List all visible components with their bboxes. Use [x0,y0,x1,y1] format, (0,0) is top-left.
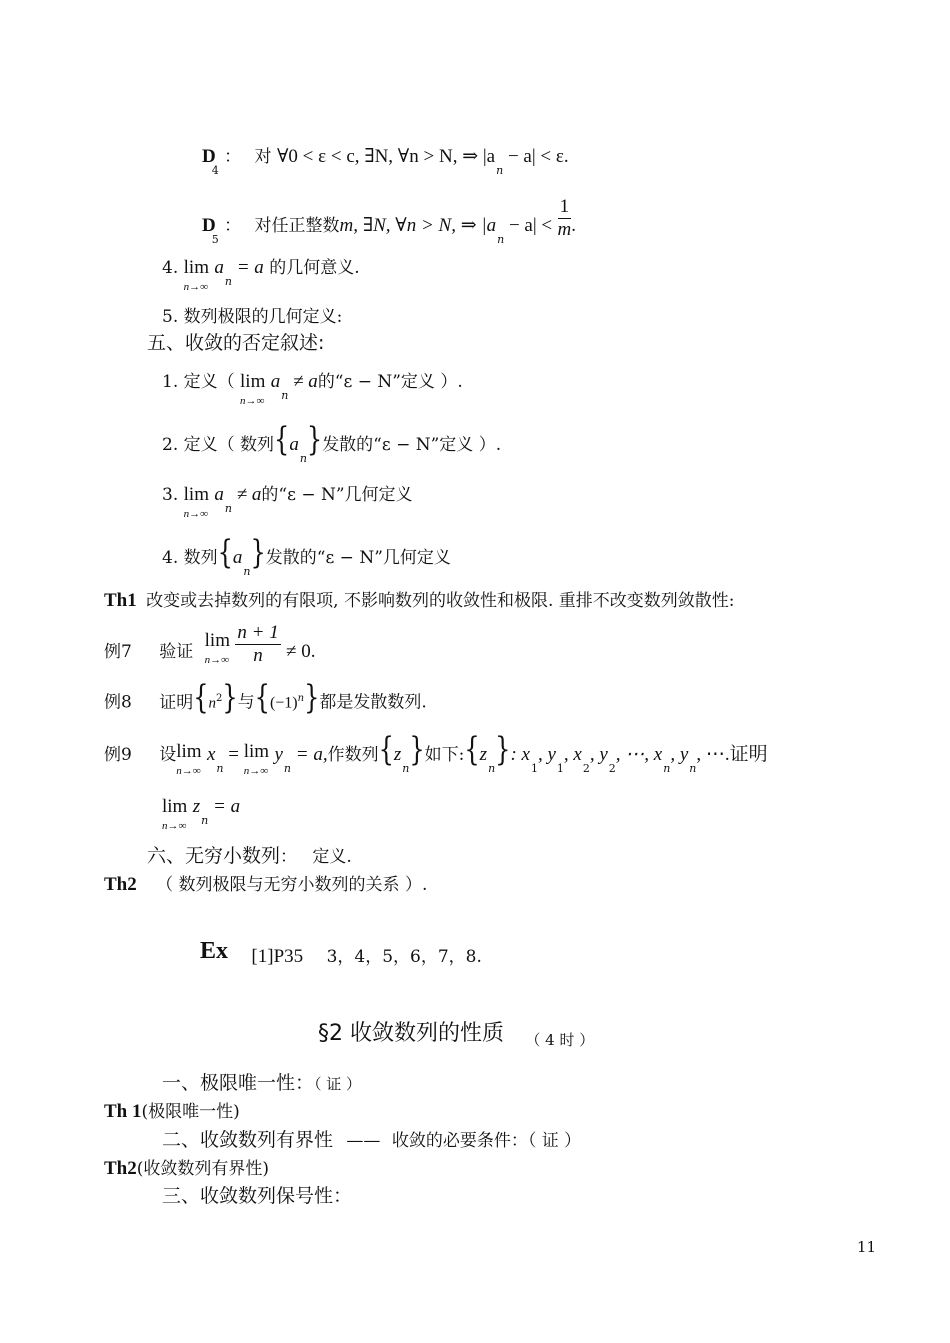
page-number: 11 [857,1238,877,1256]
fraction-one-over-m: $\frac{1}{m}$ [557,196,572,240]
theorem-2-boundedness: Th2(收敛数列有界性) [104,1158,270,1179]
section-six-heading: 六、无穷小数列： 定义. [147,845,352,867]
negation-item-3: 3. lim n→∞ $a_n \ne a$的“ε − N”几何定义 [162,484,413,520]
example-9-conclusion: lim n→∞ $z_n = a$ [162,796,241,832]
example-9: 例9 设 lim n→∞ $x_n$ = lim n→∞ $y_n = a$,作数列$\{z_n\}$如下$:\{z_n\}$: $x_1$, $y_1$, $x_2$, $y_2$, ⋯, $x_n$, $y_n$, ⋯.证明 [104,730,768,777]
negation-item-1: 1. 定义（ lim n→∞ $a_n \ne a$的“ε − N”定义 ）. [162,371,463,407]
example-7: 例7 验证 lim n→∞ $\frac{n + 1}{n}$ ≠ 0. [104,622,316,666]
exercise-line: Ex [1]P35 3，4，5，6，7，8. [200,938,482,967]
theorem-2-infinitesimal: Th2 （ 数列极限与无穷小数列的关系 ）. [104,874,428,895]
negation-item-4: 4. 数列$\{a_n\}$发散的“ε − N”几何定义 [162,533,451,578]
property-1-heading: 一、极限唯一性：（ 证 ） [162,1072,362,1094]
property-3-heading: 三、收敛数列保号性： [162,1185,353,1207]
theorem-1-uniqueness: Th 1(极限唯一性) [104,1101,240,1122]
example-8: 例8 证明$\{n^2\}$与$\{(-1)^n\}$都是发散数列. [104,677,427,716]
definition-d5: $D_5$ ： 对任正整数m, ∃N, ∀n > N, ⇒ $|a_n - a|$ < $\frac{1}{m}$ . [202,196,577,246]
section-2-title: §2 收敛数列的性质 （ 4 时 ） [318,1021,595,1049]
definition-d4: $D_4$ ： 对 ∀0 < ε < c, ∃N, ∀n > N, ⇒ $|a_n - a| < \varepsilon$. [202,146,569,177]
item-5-geometric-definition: 5. 数列极限的几何定义: [162,307,343,327]
section-five-heading: 五、收敛的否定叙述: [147,332,325,354]
negation-item-2: 2. 定义（ 数列$\{a_n\}$发散的“ε − N”定义 ）. [162,420,502,465]
fraction-n-plus-1-over-n: $\frac{n + 1}{n}$ [237,622,279,666]
property-2-heading: 二、收敛数列有界性 —— 收敛的必要条件：（ 证 ） [162,1129,582,1151]
item-4-geometric-meaning: 4. lim n→∞ $a_n = a$ 的几何意义. [162,257,360,293]
theorem-1-finite-terms: Th1 改变或去掉数列的有限项, 不影响数列的收敛性和极限. 重排不改变数列敛散性: [104,590,735,611]
